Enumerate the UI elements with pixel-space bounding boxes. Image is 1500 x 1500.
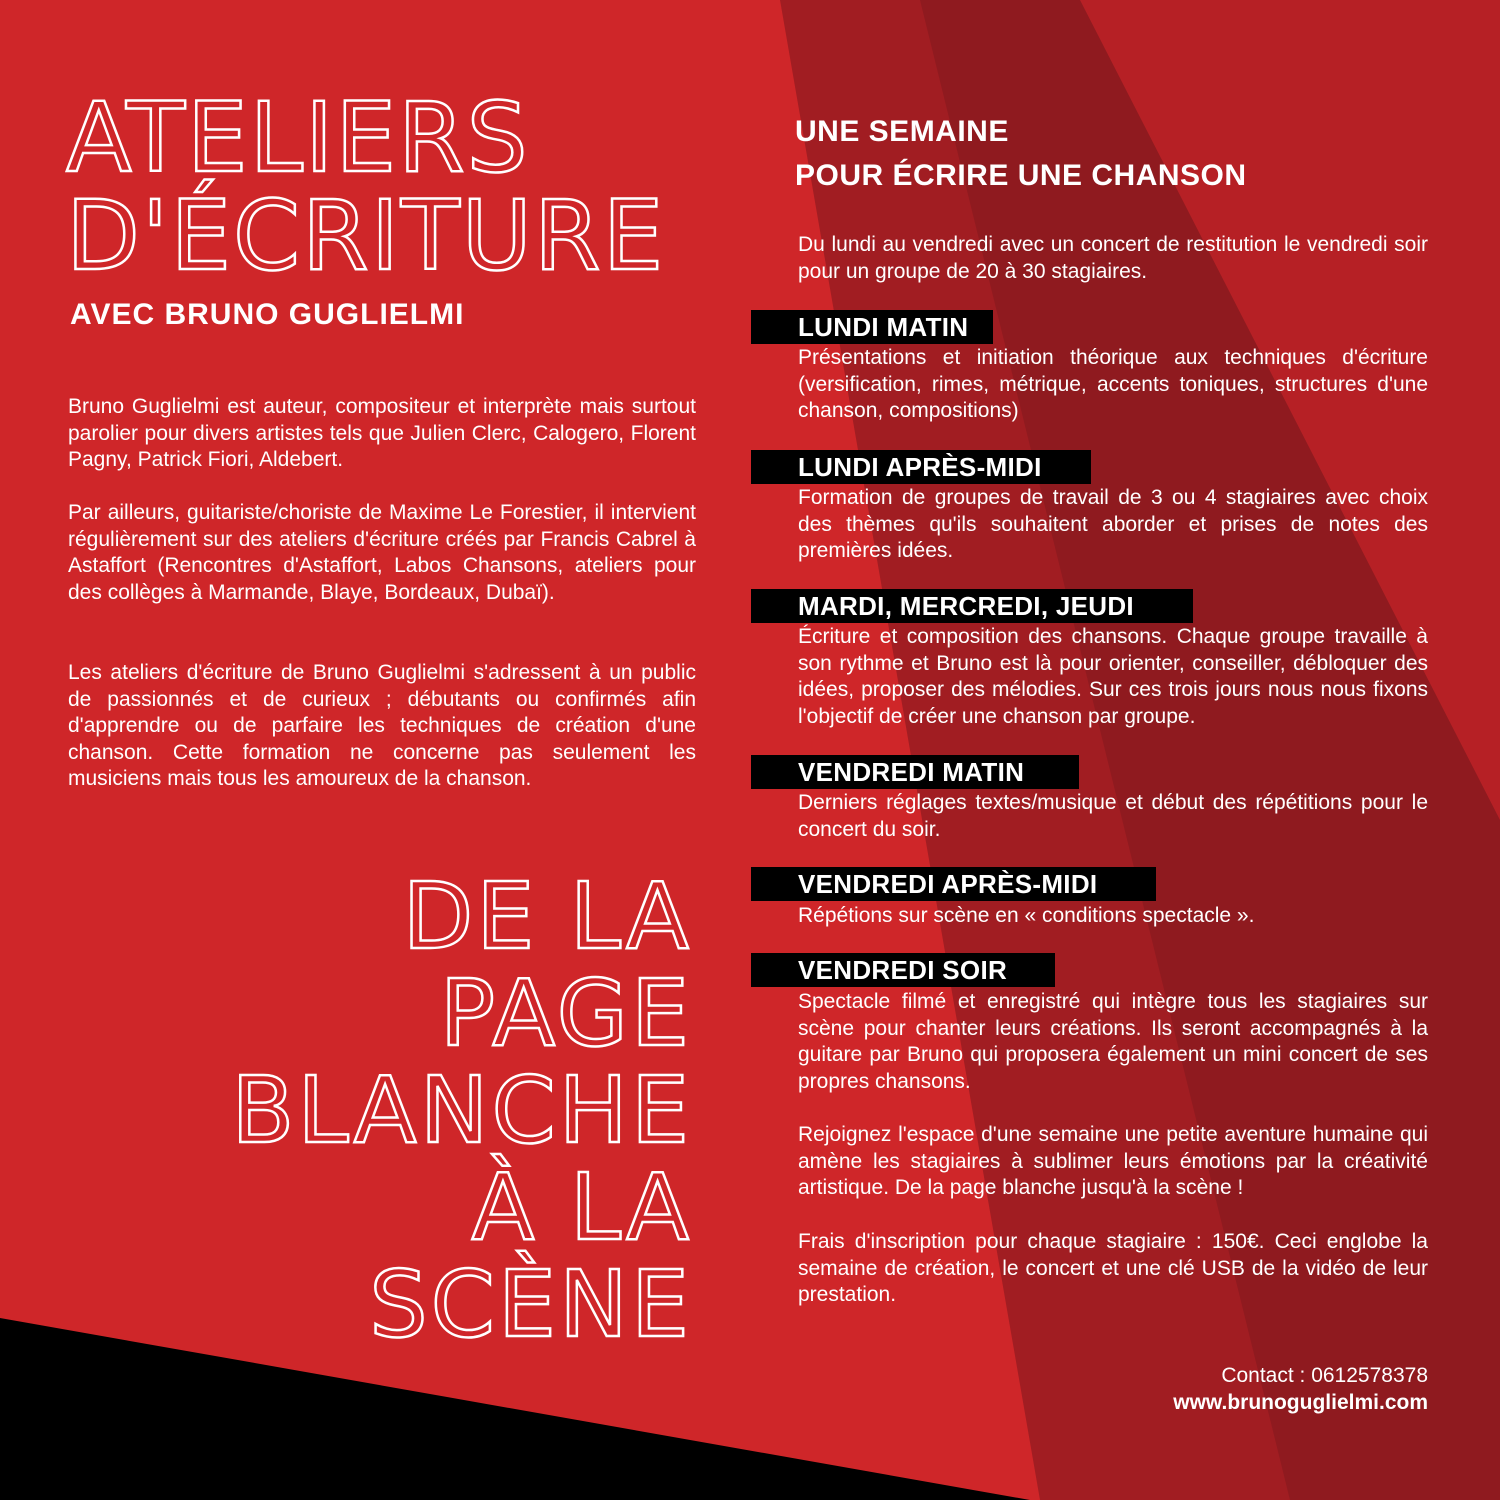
big-quote-line: BLANCHE [231,1057,692,1164]
day-label-vendredi-apres-midi: VENDREDI APRÈS-MIDI [751,867,1156,901]
day-text-vendredi-apres-midi: Répétions sur scène en « conditions spectacle ». [798,904,1255,927]
program-heading [795,110,1247,198]
subtitle: AVEC BRUNO GUGLIELMI [70,298,465,331]
day-text-lundi-matin: Présentations et initiation théorique aux techniques d'écriture (versification, rimes, métrique, accents toniques, structures d'une chanson, compositions) [798,346,1428,423]
title-line-1: ATELIERS [66,82,530,194]
contact-website-link[interactable]: www.brunoguglielmi.com [1173,1391,1428,1414]
day-text-vendredi-matin: Derniers réglages textes/musique et début des répétitions pour le concert du soir. [798,791,1428,841]
program-heading-line-2: POUR ÉCRIRE UNE CHANSON [795,159,1247,192]
program-intro: Du lundi au vendredi avec un concert de restitution le vendredi soir pour un groupe de 20 à 30 stagiaires. [798,233,1428,283]
day-label-lundi-apres-midi: LUNDI APRÈS-MIDI [751,450,1091,484]
big-quote-line: DE LA [402,863,692,970]
big-quote-line: PAGE [439,960,692,1067]
day-label-mardi-mercredi-jeudi: MARDI, MERCREDI, JEUDI [751,589,1193,623]
contact-phone: Contact : 0612578378 [1221,1364,1428,1387]
bio-paragraph-3: Les ateliers d'écriture de Bruno Guglielmi s'adressent à un public de passionnés et de curieux ; débutants ou confirmés afin d'apprendre ou de parfaire les techniques de création d'une chanson. Cette formation ne concerne pas seulement les musiciens mais tous les amoureux de la chanson. [68,661,696,791]
day-label-vendredi-soir: VENDREDI SOIR [751,953,1055,987]
title-line-2: D'ÉCRITURE [66,180,666,292]
bio-paragraph-2: Par ailleurs, guitariste/choriste de Maxime Le Forestier, il intervient régulièrement sur des ateliers d'écriture créés par Francis Cabrel à Astaffort (Rencontres d'Astaffort, Labos Chansons, ateliers pour des collèges à Marmande, Blaye, Bordeaux, Dubaï). [68,501,696,604]
day-label-lundi-matin: LUNDI MATIN [751,310,993,344]
day-label-vendredi-matin: VENDREDI MATIN [751,755,1079,789]
bio-paragraph-1: Bruno Guglielmi est auteur, compositeur et interprète mais surtout parolier pour divers artistes tels que Julien Clerc, Calogero, Florent Pagny, Patrick Fiori, Aldebert. [68,395,696,472]
big-quote-line: SCÈNE [369,1251,692,1358]
closing-paragraph: Rejoignez l'espace d'une semaine une petite aventure humaine qui amène les stagiaires à sublimer leurs émotions par la créativité artistique. De la page blanche jusqu'à la scène ! [798,1123,1428,1200]
big-quote-line: À LA [471,1154,692,1261]
day-text-lundi-apres-midi: Formation de groupes de travail de 3 ou 4 stagiaires avec choix des thèmes qu'ils souhaitent aborder et prises de notes des premières idées. [798,486,1428,563]
day-text-vendredi-soir: Spectacle filmé et enregistré qui intègre tous les stagiaires sur scène pour chanter leurs créations. Ils seront accompagnés à la guitare par Bruno qui proposera également un mini concert de ses propres chansons. [798,990,1428,1093]
big-quote [0,863,692,1358]
day-text-mardi-mercredi-jeudi: Écriture et composition des chansons. Chaque groupe travaille à son rythme et Bruno est là pour orienter, conseiller, débloquer des idées, proposer des mélodies. Sur ces trois jours nous nous fixons l'objectif de créer une chanson par groupe. [798,625,1428,728]
fees-paragraph: Frais d'inscription pour chaque stagiaire : 150€. Ceci englobe la semaine de création, le concert et une clé USB de la vidéo de leur prestation. [798,1230,1428,1307]
program-heading-line-1: UNE SEMAINE [795,115,1009,148]
